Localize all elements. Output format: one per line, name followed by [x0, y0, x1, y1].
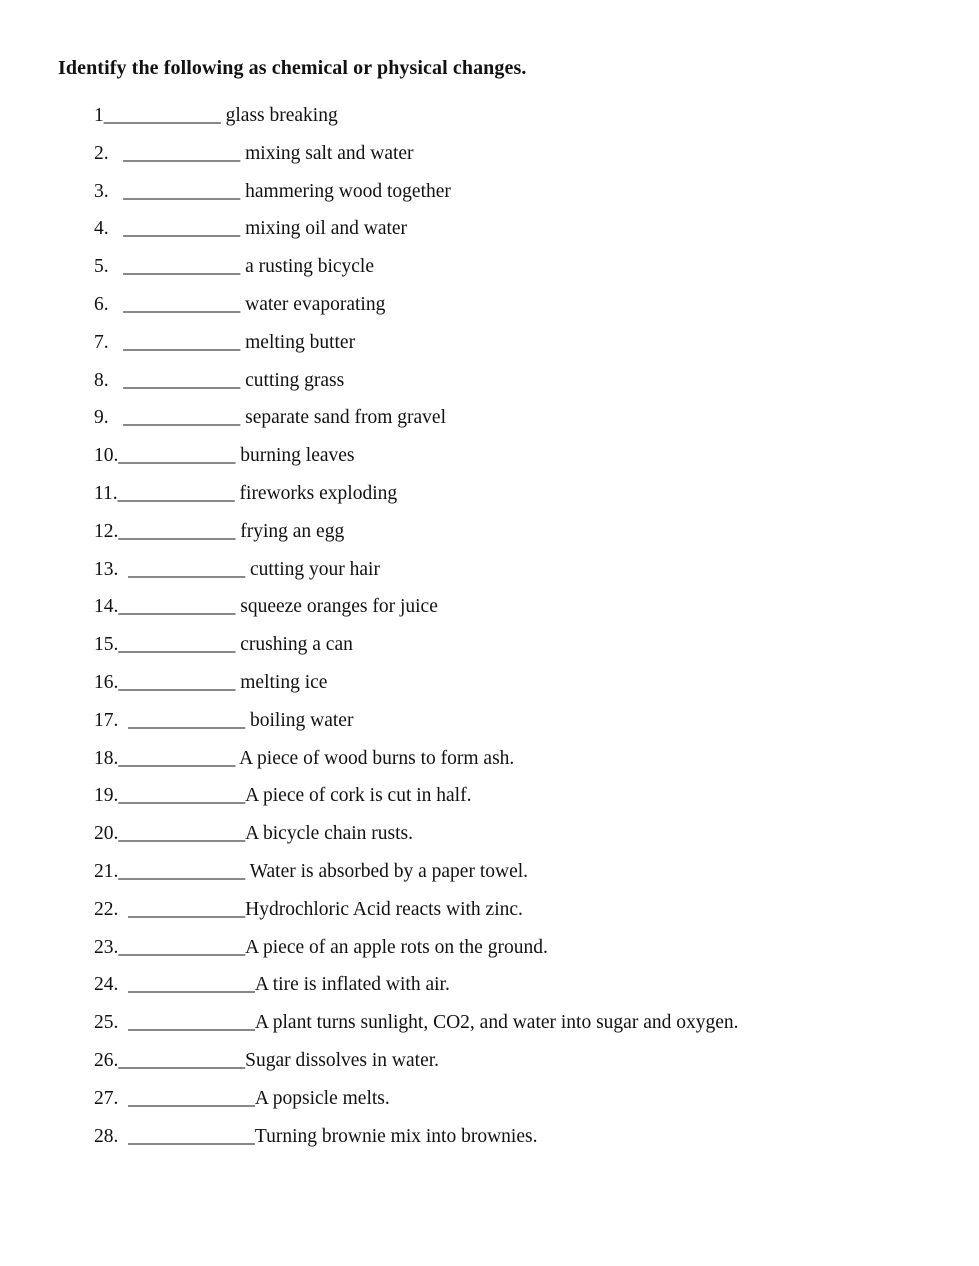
- question-number: 7.: [94, 331, 109, 353]
- question-text: Turning brownie mix into brownies.: [254, 1125, 538, 1147]
- list-item: [94, 329, 739, 367]
- question-text: Water is absorbed by a paper towel.: [245, 860, 529, 882]
- list-item: [94, 782, 739, 820]
- question-text: frying an egg: [235, 520, 345, 542]
- question-text: A bicycle chain rusts.: [245, 823, 413, 845]
- answer-blank[interactable]: _____________: [118, 860, 246, 882]
- list-item: [94, 858, 739, 896]
- question-number: 16.: [94, 671, 119, 693]
- question-text: A piece of wood burns to form ash.: [235, 747, 515, 769]
- question-text: cutting grass: [240, 369, 345, 391]
- list-item: [94, 404, 739, 442]
- answer-blank[interactable]: ____________: [108, 218, 241, 240]
- list-item: [94, 480, 739, 518]
- list-item: [94, 140, 739, 178]
- question-number: 5.: [94, 256, 109, 278]
- question-text: water evaporating: [240, 293, 386, 315]
- question-number: 14.: [94, 596, 119, 618]
- question-number: 4.: [94, 218, 109, 240]
- question-text: mixing salt and water: [240, 142, 414, 164]
- page-title: Identify the following as chemical or physical changes.: [58, 57, 527, 79]
- answer-blank[interactable]: _____________: [118, 936, 246, 958]
- question-text: melting butter: [240, 331, 356, 353]
- list-item: [94, 896, 739, 934]
- list-item: [94, 593, 739, 631]
- question-number: 1: [94, 105, 104, 126]
- question-number: 9.: [94, 407, 109, 429]
- question-text: burning leaves: [235, 445, 355, 467]
- answer-blank[interactable]: _____________: [118, 1125, 255, 1147]
- answer-blank[interactable]: ____________: [108, 256, 241, 278]
- question-text: A plant turns sunlight, CO2, and water into sugar and oxygen.: [254, 1012, 739, 1034]
- answer-blank[interactable]: ____________: [108, 331, 241, 353]
- answer-blank[interactable]: ____________: [118, 558, 246, 580]
- list-item: [94, 178, 739, 216]
- question-number: 23.: [94, 936, 119, 958]
- question-text: hammering wood together: [240, 180, 451, 202]
- answer-blank[interactable]: ____________: [118, 445, 236, 467]
- question-text: A piece of cork is cut in half.: [245, 785, 472, 807]
- answer-blank[interactable]: ____________: [108, 369, 241, 391]
- question-text: glass breaking: [220, 105, 338, 126]
- question-text: separate sand from gravel: [240, 407, 446, 429]
- question-number: 21.: [94, 860, 119, 882]
- question-number: 19.: [94, 785, 119, 807]
- answer-blank[interactable]: ____________: [118, 709, 246, 731]
- answer-blank[interactable]: ____________: [118, 634, 236, 656]
- answer-blank[interactable]: ____________: [118, 747, 236, 769]
- question-number: 8.: [94, 369, 109, 391]
- question-number: 6.: [94, 293, 109, 315]
- list-item: [94, 1123, 739, 1161]
- list-item: [94, 971, 739, 1009]
- question-number: 18.: [94, 747, 119, 769]
- list-item: [94, 442, 739, 480]
- list-item: [94, 102, 739, 140]
- question-number: 2.: [94, 142, 109, 164]
- list-item: [94, 291, 739, 329]
- question-number: 20.: [94, 823, 119, 845]
- answer-blank[interactable]: _____________: [118, 1012, 255, 1034]
- question-text: A popsicle melts.: [254, 1087, 390, 1109]
- question-text: a rusting bicycle: [240, 256, 374, 278]
- question-text: Sugar dissolves in water.: [245, 1049, 440, 1071]
- answer-blank[interactable]: ____________: [118, 520, 236, 542]
- question-number: 24.: [94, 974, 119, 996]
- question-number: 3.: [94, 180, 109, 202]
- list-item: [94, 1009, 739, 1047]
- question-number: 17.: [94, 709, 119, 731]
- answer-blank[interactable]: ____________: [108, 142, 241, 164]
- answer-blank[interactable]: _____________: [118, 785, 246, 807]
- answer-blank[interactable]: _____________: [118, 823, 246, 845]
- answer-blank[interactable]: ____________: [108, 293, 241, 315]
- question-text: A piece of an apple rots on the ground.: [245, 936, 548, 958]
- answer-blank[interactable]: ____________: [108, 407, 241, 429]
- question-text: Hydrochloric Acid reacts with zinc.: [245, 898, 523, 920]
- question-text: squeeze oranges for juice: [235, 596, 438, 618]
- list-item: [94, 707, 739, 745]
- list-item: [94, 1047, 739, 1085]
- answer-blank[interactable]: ____________: [117, 482, 235, 504]
- list-item: [94, 669, 739, 707]
- answer-blank[interactable]: _____________: [118, 974, 255, 996]
- question-list: [94, 102, 739, 1160]
- list-item: [94, 745, 739, 783]
- answer-blank[interactable]: _____________: [118, 1087, 255, 1109]
- question-number: 26.: [94, 1049, 119, 1071]
- list-item: [94, 253, 739, 291]
- question-number: 11.: [94, 482, 118, 504]
- list-item: [94, 367, 739, 405]
- answer-blank[interactable]: ____________: [118, 596, 236, 618]
- answer-blank[interactable]: _____________: [118, 1049, 246, 1071]
- list-item: [94, 934, 739, 972]
- question-number: 25.: [94, 1012, 119, 1034]
- question-number: 28.: [94, 1125, 119, 1147]
- question-number: 12.: [94, 520, 119, 542]
- question-text: cutting your hair: [245, 558, 380, 580]
- list-item: [94, 215, 739, 253]
- question-text: boiling water: [245, 709, 354, 731]
- list-item: [94, 1085, 739, 1123]
- answer-blank[interactable]: ____________: [103, 105, 221, 126]
- answer-blank[interactable]: ____________: [118, 671, 236, 693]
- question-text: mixing oil and water: [240, 218, 408, 240]
- question-number: 13.: [94, 558, 119, 580]
- question-text: crushing a can: [235, 634, 353, 656]
- question-text: fireworks exploding: [234, 482, 398, 504]
- question-number: 22.: [94, 898, 119, 920]
- answer-blank[interactable]: ____________: [118, 898, 246, 920]
- list-item: [94, 631, 739, 669]
- list-item: [94, 820, 739, 858]
- question-number: 15.: [94, 634, 119, 656]
- question-number: 10.: [94, 445, 119, 467]
- list-item: [94, 518, 739, 556]
- answer-blank[interactable]: ____________: [108, 180, 241, 202]
- list-item: [94, 556, 739, 594]
- question-text: A tire is inflated with air.: [254, 974, 450, 996]
- question-number: 27.: [94, 1087, 119, 1109]
- question-text: melting ice: [235, 671, 328, 693]
